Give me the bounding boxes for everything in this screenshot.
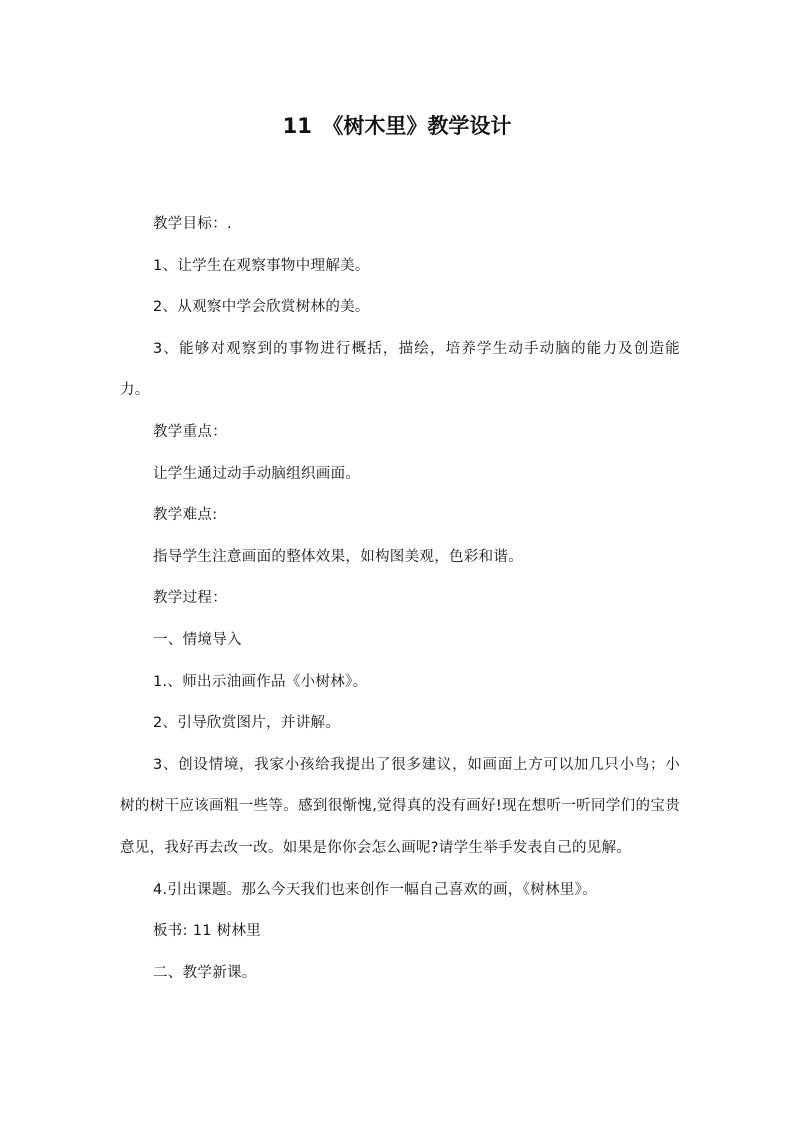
paragraph-objective-1: 1、让学生在观察事物中理解美。 [153,257,370,274]
paragraph-section-new-lesson: 二、教学新课。 [153,964,257,981]
paragraph-section-intro: 一、情境导入 [153,631,242,648]
paragraph-objective-3: 3、能够对观察到的事物进行概括，描绘，培养学生动手动脑的能力及创造能力。 [120,340,680,399]
document-body [120,204,680,994]
paragraph-board-writing: 板书: 11 树林里 [153,923,262,940]
paragraph-key-points-heading: 教学重点： [153,423,227,440]
paragraph-difficulties-heading: 教学难点: [153,507,218,524]
paragraph-step-2: 2、引导欣赏图片，并讲解。 [153,715,341,732]
paragraph-difficulties: 指导学生注意画面的整体效果，如构图美观，色彩和谐。 [153,548,523,565]
paragraph-step-4: 4.引出课题。那么今天我们也来创作一幅自己喜欢的画，《树林里》。 [153,881,597,898]
paragraph-objective-2: 2、从观察中学会欣赏树林的美。 [153,299,370,316]
paragraph-key-points: 让学生通过动手动脑组织画面。 [153,465,361,482]
paragraph-step-1: 1.、师出示油画作品《小树林》。 [153,673,368,690]
paragraph-process-heading: 教学过程： [153,590,227,607]
document-title: 11 《树木里》教学设计 [282,114,512,138]
paragraph-objectives-heading: 教学目标：. [153,216,232,232]
paragraph-step-3: 3、创设情境，我家小孩给我提出了很多建议，如画面上方可以加几只小鸟；小树的树干应该画粗一些等。感到很惭愧,觉得真的没有画好!现在想听一听同学们的宝贵意见，我好再去改一改。如果是你你会怎么画呢?请学生举手发表自己的见解。 [120,756,680,856]
